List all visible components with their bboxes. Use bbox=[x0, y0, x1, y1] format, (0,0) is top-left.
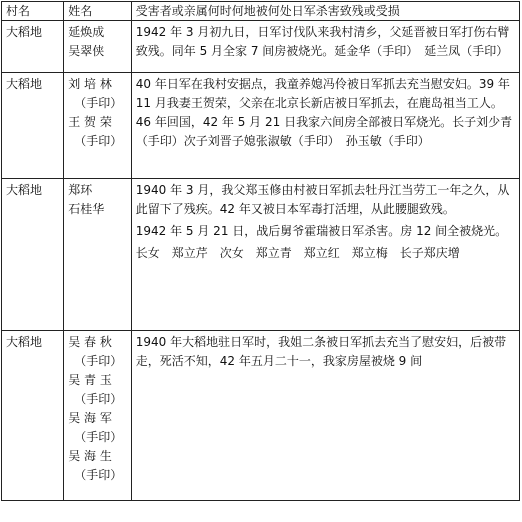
event-text: 1942 年 5 月 21 日，战后舅爷霍瑞被日军杀害。房 12 间全被烧光。 bbox=[135, 224, 508, 238]
event-cell bbox=[131, 179, 519, 331]
header-village: 村名 bbox=[2, 2, 64, 21]
event-text: 1940 年大稻地驻日军时，我姐二条被日军抓去充当了慰安妇，后被带走，死活不知，42 年五月二十一，我家房屋被烧 9 间 bbox=[135, 335, 507, 368]
person-name: 吴 青 玉 bbox=[68, 373, 112, 387]
table-row bbox=[2, 73, 520, 179]
header-event: 受害者或亲属何时何地被何处日军杀害致残或受损 bbox=[131, 2, 519, 21]
person-name: 郑环 bbox=[68, 183, 93, 197]
person-name: 吴 海 生 bbox=[68, 449, 112, 463]
handprint-mark: （手印） bbox=[74, 96, 123, 110]
name-cell bbox=[64, 331, 132, 501]
event-text: 1940 年 3 月，我父郑玉修由村被日军抓去牡丹江当劳工一年之久，从此留下了残疾。42 年又被日本军毒打活埋，从此腰腿致残。 bbox=[135, 183, 510, 216]
table-header-row bbox=[2, 2, 520, 21]
testimony-table bbox=[1, 1, 520, 501]
event-cell bbox=[131, 331, 519, 501]
event-cell bbox=[131, 21, 519, 73]
event-cell bbox=[131, 73, 519, 179]
handprint-mark: （手印） bbox=[74, 354, 123, 368]
header-name: 姓名 bbox=[64, 2, 132, 21]
handprint-mark: （手印） bbox=[74, 468, 123, 482]
table-row bbox=[2, 179, 520, 331]
name-cell bbox=[64, 21, 132, 73]
event-text: 长女 郑立芹 次女 郑立青 郑立红 郑立梅 长子郑庆增 bbox=[135, 246, 460, 260]
person-name: 刘 培 林 bbox=[68, 77, 112, 91]
handprint-mark: （手印） bbox=[74, 392, 123, 406]
person-name: 石桂华 bbox=[68, 202, 105, 216]
person-name: 吴翠侠 bbox=[68, 44, 105, 58]
person-name: 吴 春 秋 bbox=[68, 335, 112, 349]
person-name: 延焕成 bbox=[68, 25, 105, 39]
village-cell: 大稻地 bbox=[2, 73, 64, 179]
handprint-mark: （手印） bbox=[74, 134, 123, 148]
table-row bbox=[2, 331, 520, 501]
table-row bbox=[2, 21, 520, 73]
village-cell: 大稻地 bbox=[2, 179, 64, 331]
village-cell: 大稻地 bbox=[2, 331, 64, 501]
handprint-mark: （手印） bbox=[74, 430, 123, 444]
person-name: 王 贺 荣 bbox=[68, 115, 112, 129]
name-cell bbox=[64, 73, 132, 179]
person-name: 吴 海 军 bbox=[68, 411, 112, 425]
event-text: 40 年日军在我村安据点，我童养媳冯伶被日军抓去充当慰安妇。39 年 11 月我妻王贺荣，父亲在北京长新店被日军抓去，在鹿岛祖当工人。46 年回国，42 年 5 月 21 日我家六间房全部被日军烧光。长子刘少青（手印）次子刘晋子媳张淑敏（手印） 孙玉敏（手印） bbox=[135, 77, 513, 148]
event-text: 1942 年 3 月初九日，日军讨伐队来我村清乡，父延晋被日军打伤右臂致残。同年 5 月全家 7 间房被烧光。延金华（手印） 延兰凤（手印） bbox=[135, 25, 510, 58]
village-cell: 大稻地 bbox=[2, 21, 64, 73]
name-cell bbox=[64, 179, 132, 331]
